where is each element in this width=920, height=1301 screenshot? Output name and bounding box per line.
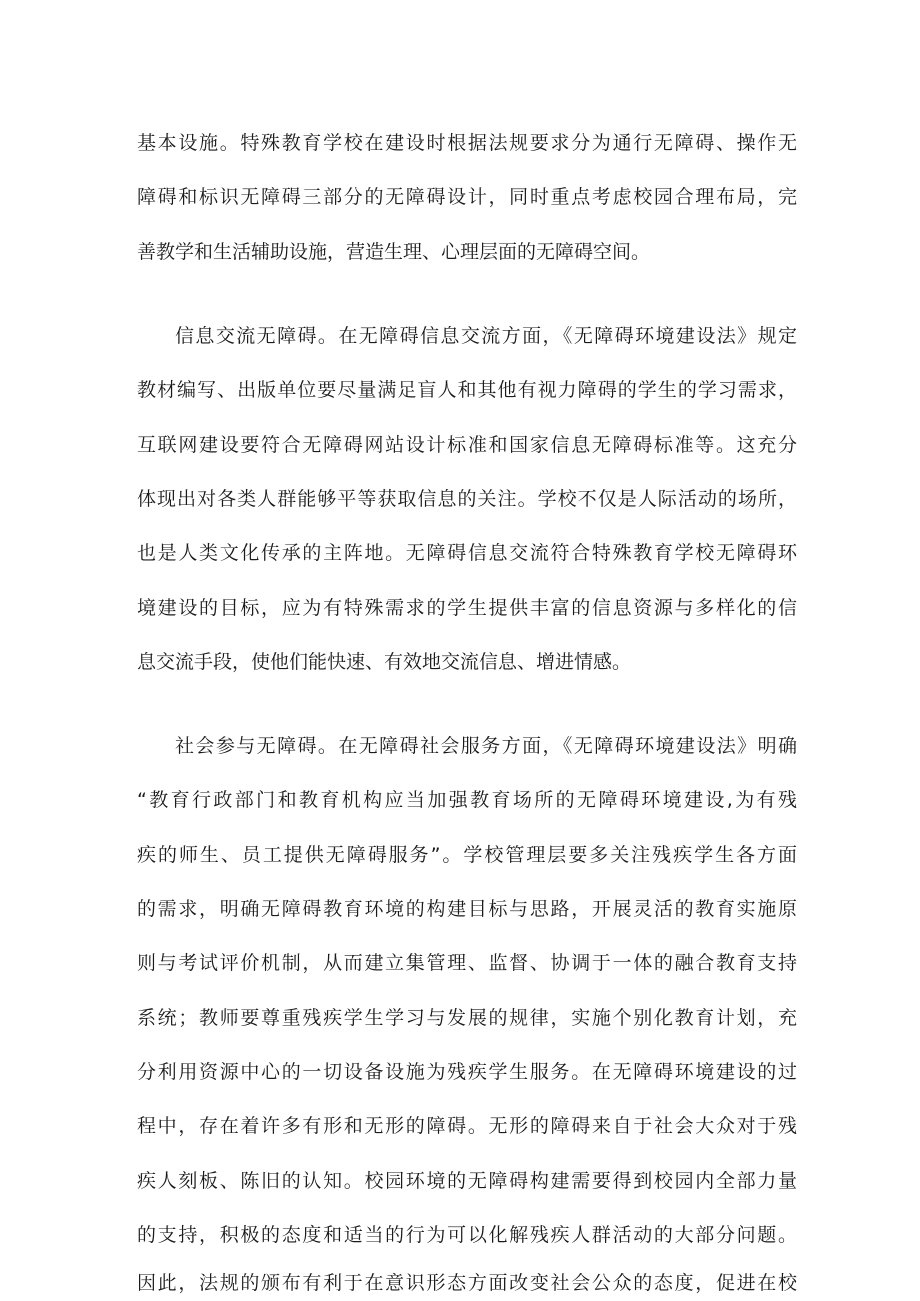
- text-line: 障碍和标识无障碍三部分的无障碍设计，同时重点考虑校园合理布局，完: [137, 186, 797, 208]
- text-line: 也是人类文化传承的主阵地。无障碍信息交流符合特殊教育学校无障碍环: [137, 542, 797, 564]
- text-line: 善教学和生活辅助设施，营造生理、心理层面的无障碍空间。: [137, 241, 651, 263]
- text-line: 的需求，明确无障碍教育环境的构建目标与思路，开展灵活的教育实施原: [137, 898, 797, 920]
- text-line: 疾的师生、员工提供无障碍服务”。学校管理层要多关注残疾学生各方面: [137, 844, 797, 866]
- text-line: 息交流手段，使他们能快速、有效地交流信息、增进情感。: [137, 651, 632, 673]
- text-line: 的支持，积极的态度和适当的行为可以化解残疾人群活动的大部分问题。: [137, 1224, 797, 1246]
- text-line: “教育行政部门和教育机构应当加强教育场所的无障碍环境建设,为有残: [137, 789, 797, 811]
- text-line: 体现出对各类人群能够平等获取信息的关注。学校不仅是人际活动的场所，: [137, 488, 797, 510]
- text-line: 系统；教师要尊重残疾学生学习与发展的规律，实施个别化教育计划，充: [137, 1007, 797, 1029]
- text-line: 境建设的目标，应为有特殊需求的学生提供丰富的信息资源与多样化的信: [137, 597, 797, 619]
- text-line: 则与考试评价机制，从而建立集管理、监督、协调于一体的融合教育支持: [137, 952, 797, 974]
- text-line: 信息交流无障碍。在无障碍信息交流方面，《无障碍环境建设法》规定: [175, 325, 797, 347]
- text-line: 分利用资源中心的一切设备设施为残疾学生服务。在无障碍环境建设的过: [137, 1061, 797, 1083]
- text-line: 社会参与无障碍。在无障碍社会服务方面，《无障碍环境建设法》明确: [175, 735, 797, 757]
- text-line: 基本设施。特殊教育学校在建设时根据法规要求分为通行无障碍、操作无: [137, 132, 797, 154]
- text-line: 疾人刻板、陈旧的认知。校园环境的无障碍构建需要得到校园内全部力量: [137, 1170, 797, 1192]
- text-line: 因此，法规的颁布有利于在意识形态方面改变社会公众的态度，促进在校: [137, 1272, 797, 1294]
- text-line: 程中，存在着许多有形和无形的障碍。无形的障碍来自于社会大众对于残: [137, 1115, 797, 1137]
- text-line: 教材编写、出版单位要尽量满足盲人和其他有视力障碍的学生的学习需求，: [137, 379, 797, 401]
- text-line: 互联网建设要符合无障碍网站设计标准和国家信息无障碍标准等。这充分: [137, 434, 797, 456]
